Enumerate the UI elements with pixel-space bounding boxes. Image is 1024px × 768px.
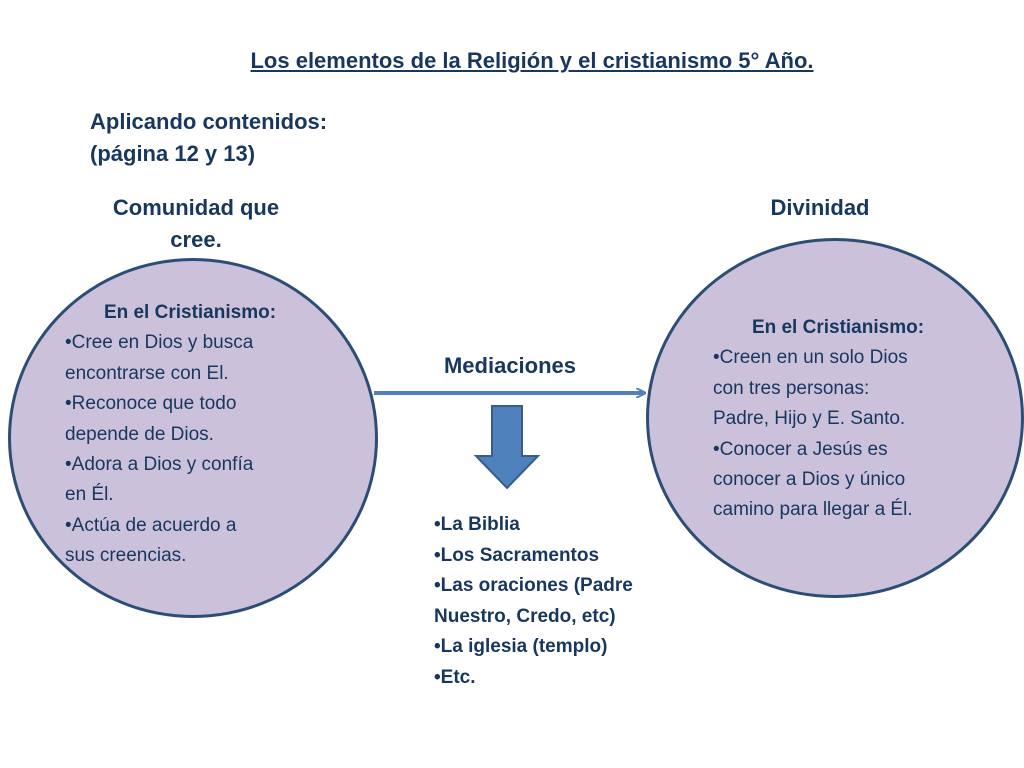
community-line: •Adora a Dios y confía [65, 454, 254, 476]
divinity-heading: Divinidad [770, 195, 870, 220]
page-title: Los elementos de la Religión y el cristianismo 5° Año. [250, 48, 814, 73]
community-box-heading: En el Cristianismo: [103, 302, 277, 323]
mediations-heading: Mediaciones [443, 353, 577, 378]
down-arrow [476, 406, 538, 488]
divinity-text [713, 313, 963, 526]
divinity-line: •Conocer a Jesús es [713, 438, 888, 460]
divinity-line: conocer a Dios y único [713, 469, 906, 491]
mediation-item: •Las oraciones (Padre [434, 575, 633, 596]
community-line: encontrarse con El. [65, 362, 229, 384]
subtitle-line-2: (página 12 y 13) [90, 141, 256, 166]
divinity-box-heading: En el Cristianismo: [751, 317, 925, 338]
mediation-item: •Etc. [434, 666, 476, 688]
divinity-line: con tres personas: [713, 377, 870, 399]
community-line: •Actúa de acuerdo a [65, 514, 237, 536]
community-heading-line-2: cree. [170, 227, 222, 252]
divinity-line: •Creen en un solo Dios [713, 347, 908, 369]
subtitle-line-1: Aplicando contenidos: [90, 109, 328, 134]
community-line: sus creencias. [65, 545, 187, 567]
mediation-item: •La Biblia [434, 514, 520, 535]
community-line: •Cree en Dios y busca [65, 332, 254, 354]
divinity-line: Padre, Hijo y E. Santo. [713, 408, 906, 430]
community-line: depende de Dios. [65, 423, 214, 445]
community-text [65, 298, 315, 572]
community-line: en Él. [65, 484, 114, 506]
mediation-item: •Los Sacramentos [434, 544, 600, 566]
divinity-line: camino para llegar a Él. [713, 499, 913, 521]
mediation-item: •La iglesia (templo) [434, 636, 608, 657]
mediations-list [434, 510, 674, 693]
community-line: •Reconoce que todo [65, 393, 237, 415]
mediation-item: Nuestro, Credo, etc) [434, 605, 616, 627]
community-heading-line-1: Comunidad que [112, 195, 280, 220]
